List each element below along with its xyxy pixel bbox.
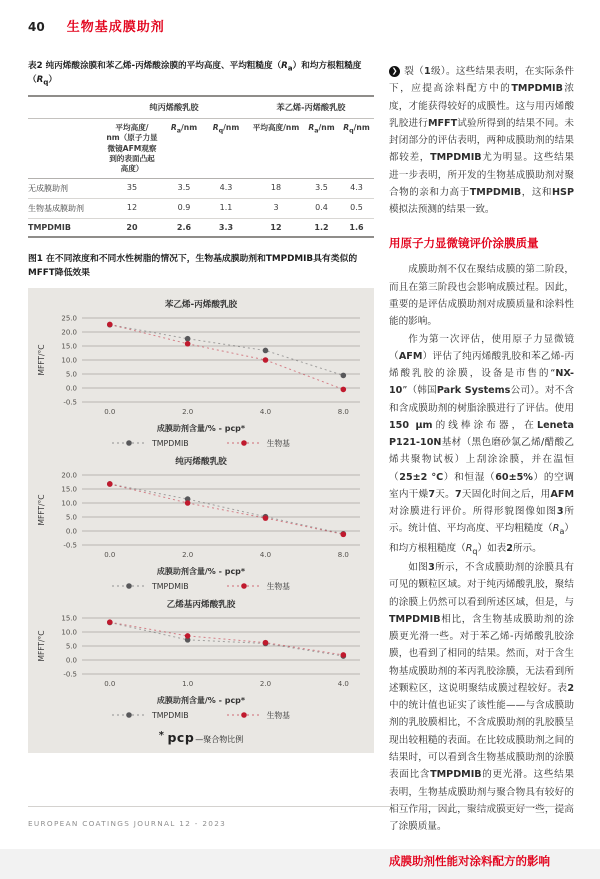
chart-x-axis-label: 成膜助剂含量/% - pcp*	[156, 566, 246, 576]
grid-lines	[82, 318, 360, 402]
x-tick-label: 2.0	[182, 550, 194, 559]
data-point	[263, 515, 269, 521]
y-tick-label: 10.0	[61, 628, 77, 637]
table-row	[28, 179, 374, 199]
legend-label: 生物基	[266, 581, 290, 591]
legend-marker-icon	[227, 582, 261, 590]
series-生物基	[107, 619, 346, 657]
x-tick-label: 0.0	[104, 550, 116, 559]
x-tick-label: 1.0	[182, 679, 194, 688]
section-heading-afm: 用原子力显微镜评价涂膜质量	[389, 236, 539, 251]
table-column-header: $R_q/nm$	[204, 119, 248, 179]
table-cell: 0.4	[315, 203, 328, 213]
table-column-header: 平均高度/nm	[248, 119, 304, 179]
data-point	[185, 336, 191, 342]
legend-item-生物基	[227, 710, 290, 721]
table-corner-cell	[28, 119, 100, 179]
legend-marker-icon	[112, 439, 146, 447]
table-cell: 2.6	[176, 223, 192, 233]
continuation-arrow-icon: ❯	[389, 66, 400, 77]
y-tick-label: -0.5	[63, 670, 77, 679]
legend-label: 生物基	[266, 710, 290, 720]
grid-lines	[82, 475, 360, 545]
table-cell: 18	[270, 183, 282, 193]
chart-legend	[34, 438, 368, 449]
legend-item-TMPDMIB	[112, 439, 189, 448]
legend-item-生物基	[227, 438, 290, 449]
chart-block-2	[34, 455, 368, 592]
paragraph-continued	[389, 63, 574, 218]
footer-journal-name: EUROPEAN COATINGS JOURNAL 12 - 2023	[28, 819, 227, 828]
series-TMPDMIB	[107, 620, 346, 659]
paragraph-2: 成膜助剂不仅在聚结成膜的第二阶段，而且在第三阶段也会影响成膜过程。因此，重要的是评估成膜助剂对成膜质量和涂料性能的影响。	[389, 264, 574, 328]
legend-label: TMPDMIB	[152, 710, 189, 720]
chart-svg	[34, 612, 367, 690]
footnote-pcp: pcp	[167, 729, 195, 745]
legend-marker-icon	[112, 582, 146, 590]
table-row	[28, 199, 374, 219]
table-cell: 12	[270, 223, 282, 233]
legend-item-TMPDMIB	[112, 711, 189, 720]
page-number: 40	[28, 20, 45, 34]
x-tick-label: 2.0	[259, 679, 272, 688]
data-point	[263, 357, 269, 363]
chart-legend	[34, 710, 368, 721]
chart-x-axis-label: 成膜助剂含量/% - pcp*	[156, 423, 246, 433]
figure-caption: 图1 在不同浓度和不同水性树脂的情况下，生物基成膜助剂和TMPDMIB具有类似的MFFT降低效果	[28, 254, 358, 278]
table-column-header: $R_a/nm$	[304, 119, 339, 179]
y-tick-label: 0.0	[65, 384, 77, 393]
table-cell: 4.3	[350, 183, 363, 193]
series-生物基	[107, 481, 346, 537]
paragraph-continued-text: 裂（1级）。这些结果表明，在实际条件下，应提高涂料配方中的TMPDMIB浓度，才能获得较好的成膜性。这与用丙烯酸乳胶进行MFFT试验所得到的结果不同。未封闭部分的评估表明，两种成膜助剂的结果都较差，TMPDMIB尤为明显。这些结果进一步表明，所开发的生物基成膜助剂对聚合物的亲和力高于TMPDMIB，这和HSP模拟法预测的结果一致。	[389, 66, 575, 216]
table-cell: 1.1	[219, 203, 233, 213]
x-tick-label: 2.0	[182, 407, 194, 416]
chart-block-3	[34, 598, 368, 721]
data-point	[185, 341, 191, 347]
table-cell: 20	[126, 223, 138, 233]
chart-title: 纯丙烯酸乳胶	[175, 456, 227, 467]
table-cell: 0.9	[177, 203, 191, 213]
data-point	[263, 640, 269, 646]
data-point	[107, 481, 113, 487]
chart-block-1	[34, 298, 368, 449]
paragraph-3: 作为第一次评估，使用原子力显微镜（AFM）评估了纯丙烯酸乳胶和苯乙烯-丙烯酸乳胶的涂膜，设备是市售的“NX-10”（韩国Park Systems公司）。对不含和含成膜助剂的树脂涂膜进行了评估。使用150 μm的线棒涂布器，在Leneta P121-10N基材（黑色磨砂氯乙烯/醋酸乙烯共聚物试板）上刮涂涂膜，并在温恒（25±2 °C）和恒湿（60±5%）的空调室内干燥7天。7天固化时间之后，用AFM对涂膜进行评价。所得形貌图像如图3所示。统计值、平均高度、平均粗糙度$(R_a)$和均方根粗糙度$(R_q)$如表2所示。	[389, 333, 575, 556]
y-axis-label: MFFT/°C	[37, 344, 46, 376]
y-tick-label: 5.0	[65, 513, 77, 522]
y-tick-label: 25.0	[61, 314, 77, 323]
legend-marker-icon	[227, 439, 261, 447]
y-tick-label: -0.5	[63, 398, 77, 407]
x-tick-label: 8.0	[337, 550, 349, 559]
y-tick-label: 10.0	[61, 356, 77, 365]
table-row	[28, 219, 374, 238]
legend-label: 生物基	[266, 438, 290, 448]
chart-legend	[34, 581, 368, 592]
data-point	[263, 348, 269, 354]
chart-title: 乙烯基丙烯酸乳胶	[166, 599, 236, 610]
y-tick-label: 20.0	[61, 328, 77, 337]
table-body	[28, 179, 374, 238]
results-table	[28, 95, 374, 238]
table-corner-cell	[28, 96, 100, 119]
data-point	[185, 500, 191, 506]
left-column	[28, 60, 374, 753]
x-tick-label: 8.0	[337, 407, 349, 416]
table-column-header: 平均高度/ nm（原子力显 微镜AFM观察 到的表面凸起 高度）	[100, 119, 164, 179]
table-cell: 12	[126, 203, 138, 213]
y-tick-label: 20.0	[61, 471, 77, 480]
x-tick-label: 0.0	[104, 407, 116, 416]
chapter-title: 生物基成膜助剂	[66, 20, 165, 35]
data-point	[107, 619, 113, 625]
y-tick-label: 10.0	[61, 499, 77, 508]
table-group-styrene-acrylic: 苯乙烯-丙烯酸乳胶	[248, 96, 374, 119]
footnote-text: —聚合物比例	[195, 734, 244, 744]
table-cell: 0.5	[350, 203, 363, 213]
series-TMPDMIB	[107, 481, 346, 536]
data-point	[341, 652, 347, 658]
x-tick-label: 4.0	[259, 407, 272, 416]
y-axis-label: MFFT/°C	[37, 630, 46, 662]
y-tick-label: -0.5	[63, 541, 77, 550]
table-cell: 3.5	[315, 183, 328, 193]
series-TMPDMIB	[107, 322, 346, 378]
legend-item-生物基	[227, 581, 290, 592]
table-column-header: $R_q/nm$	[339, 119, 374, 179]
table-cell: 4.3	[219, 183, 233, 193]
table-cell: 3	[273, 203, 279, 213]
footer-rule	[28, 806, 573, 807]
table-column-header-row	[28, 119, 374, 179]
table-group-header-row	[28, 96, 374, 119]
section-heading-formulation: 成膜助剂性能对涂料配方的影响	[389, 854, 550, 869]
legend-marker-icon	[227, 711, 261, 719]
table-row-label: TMPDMIB	[28, 223, 71, 233]
figure-panel	[28, 288, 374, 753]
y-tick-label: 0.0	[65, 656, 77, 665]
table-cell: 3.3	[218, 223, 234, 233]
table-cell: 35	[126, 183, 138, 193]
data-point	[341, 386, 347, 392]
x-tick-label: 4.0	[337, 679, 349, 688]
chart-svg	[34, 469, 367, 561]
page-header	[28, 16, 165, 35]
table-title: 表2 纯丙烯酸涂膜和苯乙烯-丙烯酸涂膜的平均高度、平均粗糙度$(R_a)$和均方根粗糙度$(R_q)$	[28, 61, 362, 87]
legend-marker-icon	[112, 711, 146, 719]
y-tick-label: 5.0	[65, 370, 77, 379]
data-point	[185, 633, 191, 639]
table-cell: 1.2	[314, 223, 329, 233]
table-group-pure-acrylic: 纯丙烯酸乳胶	[100, 96, 248, 119]
grid-lines	[82, 618, 360, 674]
table-row-label: 无成膜助剂	[28, 184, 68, 194]
figure-footnote	[34, 730, 368, 745]
legend-item-TMPDMIB	[112, 582, 189, 591]
chart-title: 苯乙烯-丙烯酸乳胶	[164, 299, 238, 310]
data-point	[341, 372, 347, 378]
data-point	[341, 531, 347, 537]
table-cell: 1.6	[349, 223, 364, 233]
y-tick-label: 5.0	[65, 642, 77, 651]
legend-label: TMPDMIB	[152, 438, 189, 448]
table-column-header: $R_a/nm$	[164, 119, 204, 179]
chart-svg	[34, 312, 367, 418]
y-tick-label: 15.0	[61, 342, 77, 351]
y-tick-label: 15.0	[61, 614, 77, 623]
table-head	[28, 96, 374, 179]
legend-label: TMPDMIB	[152, 581, 189, 591]
table-cell: 3.5	[177, 183, 191, 193]
y-tick-label: 15.0	[61, 485, 77, 494]
y-axis-label: MFFT/°C	[37, 494, 46, 526]
footnote-asterisk: *	[158, 729, 164, 741]
data-point	[107, 321, 113, 327]
table-row-label: 生物基成膜助剂	[28, 204, 84, 214]
paragraph-4: 如图3所示，不含成膜助剂的涂膜具有可见的颗粒区域。对于纯丙烯酸乳胶，聚结的涂膜上仍然可以看到所述区域，但是，与TMPDMIB相比，含生物基成膜助剂的涂膜更光滑一些。对于苯乙烯-丙烯酸乳胶涂膜，也看到了相同的结果。然而，对于含生物基成膜助剂的苯丙乳胶涂膜，无法看到所述颗粒区，这说明聚结成膜过程较好。表2中的统计值也证实了该性能——与含成膜助剂的乳胶膜相比，不含成膜助剂的乳胶膜呈现出较粗糙的表面。在比较成膜助剂之间的结果时，可以看到含生物基成膜助剂的涂膜表面比含TMPDMIB的更光滑。这些结果表明，生物基成膜助剂与聚合物具有较好的相互作用，因此，聚结成膜更好一些，提高了涂膜质量。	[389, 562, 575, 833]
x-tick-label: 4.0	[259, 550, 272, 559]
chart-x-axis-label: 成膜助剂含量/% - pcp*	[156, 695, 246, 705]
y-tick-label: 0.0	[65, 527, 77, 536]
x-tick-label: 0.0	[104, 679, 116, 688]
right-column	[389, 63, 574, 879]
